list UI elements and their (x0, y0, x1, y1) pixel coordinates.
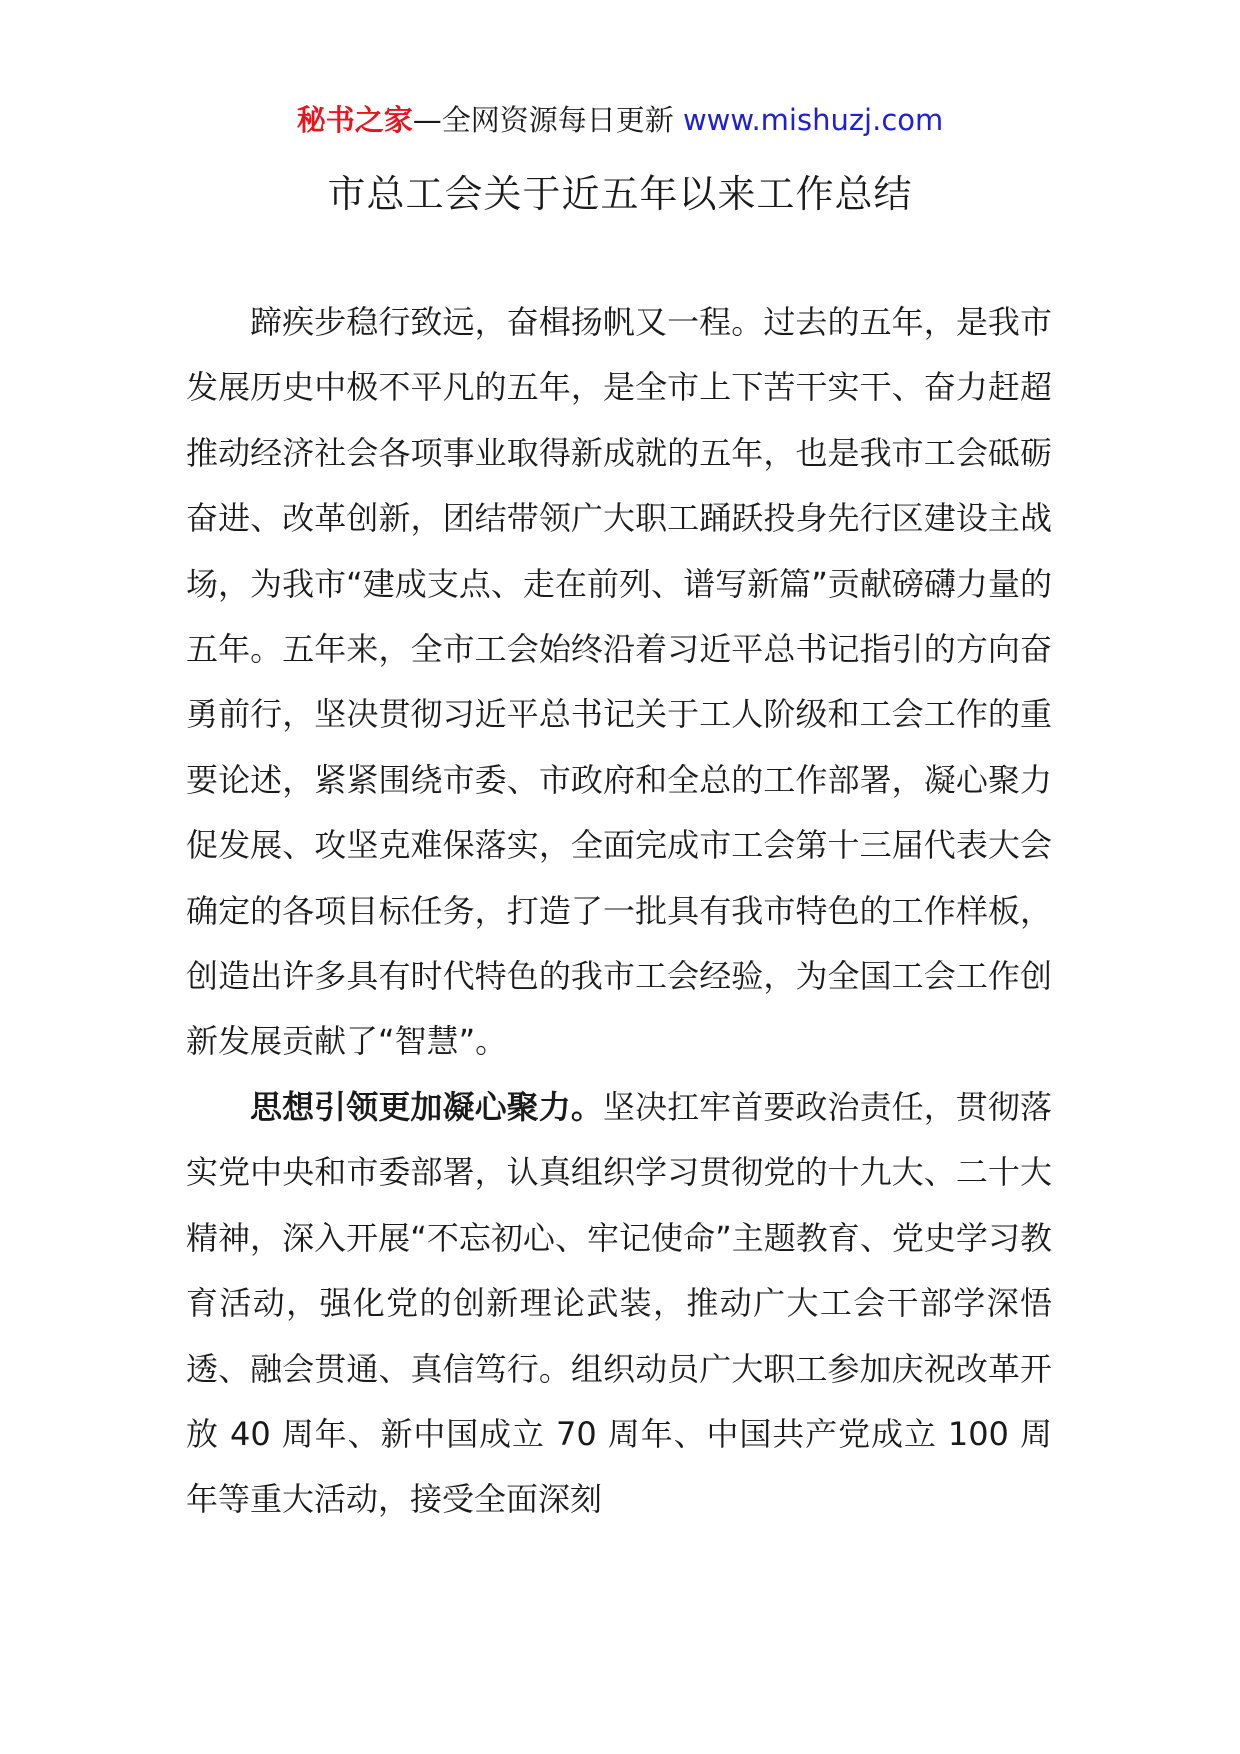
paragraph-lead-heading: 思想引领更加凝心聚力。 (250, 1087, 603, 1126)
site-url-link[interactable]: www.mishuzj.com (682, 103, 944, 137)
document-title: 市总工会关于近五年以来工作总结 (327, 172, 913, 216)
document-body (186, 290, 1052, 1533)
site-header (0, 100, 1240, 140)
paragraph-ideological-text: 坚决扛牢首要政治责任，贯彻落实党中央和市委部署，认真组织学习贯彻党的十九大、二十大精神，深入开展“不忘初心、牢记使命”主题教育、党史学习教育活动，强化党的创新理论武装，推动广大工会干部学深悟透、融会贯通、真信笃行。组织动员广大职工参加庆祝改革开放 40 周年、新中国成立 70 周年、中国共产党成立 100 周年等重大活动，接受全面深刻 (186, 1087, 1052, 1519)
site-tagline: —全网资源每日更新 (412, 103, 683, 137)
paragraph-ideological-guidance (186, 1075, 1052, 1533)
paragraph-intro (186, 290, 1052, 1075)
site-brand: 秘书之家 (296, 103, 413, 137)
paragraph-intro-text: 蹄疾步稳行致远，奋楫扬帆又一程。过去的五年，是我市发展历史中极不平凡的五年，是全市上下苦干实干、奋力赶超推动经济社会各项事业取得新成就的五年，也是我市工会砥砺奋进、改革创新，团结带领广大职工踊跃投身先行区建设主战场，为我市“建成支点、走在前列、谱写新篇”贡献磅礴力量的五年。五年来，全市工会始终沿着习近平总书记指引的方向奋勇前行，坚决贯彻习近平总书记关于工人阶级和工会工作的重要论述，紧紧围绕市委、市政府和全总的工作部署，凝心聚力促发展、攻坚克难保落实，全面完成市工会第十三届代表大会确定的各项目标任务，打造了一批具有我市特色的工作样板，创造出许多具有时代特色的我市工会经验，为全国工会工作创新发展贡献了“智慧”。 (186, 303, 1052, 1061)
